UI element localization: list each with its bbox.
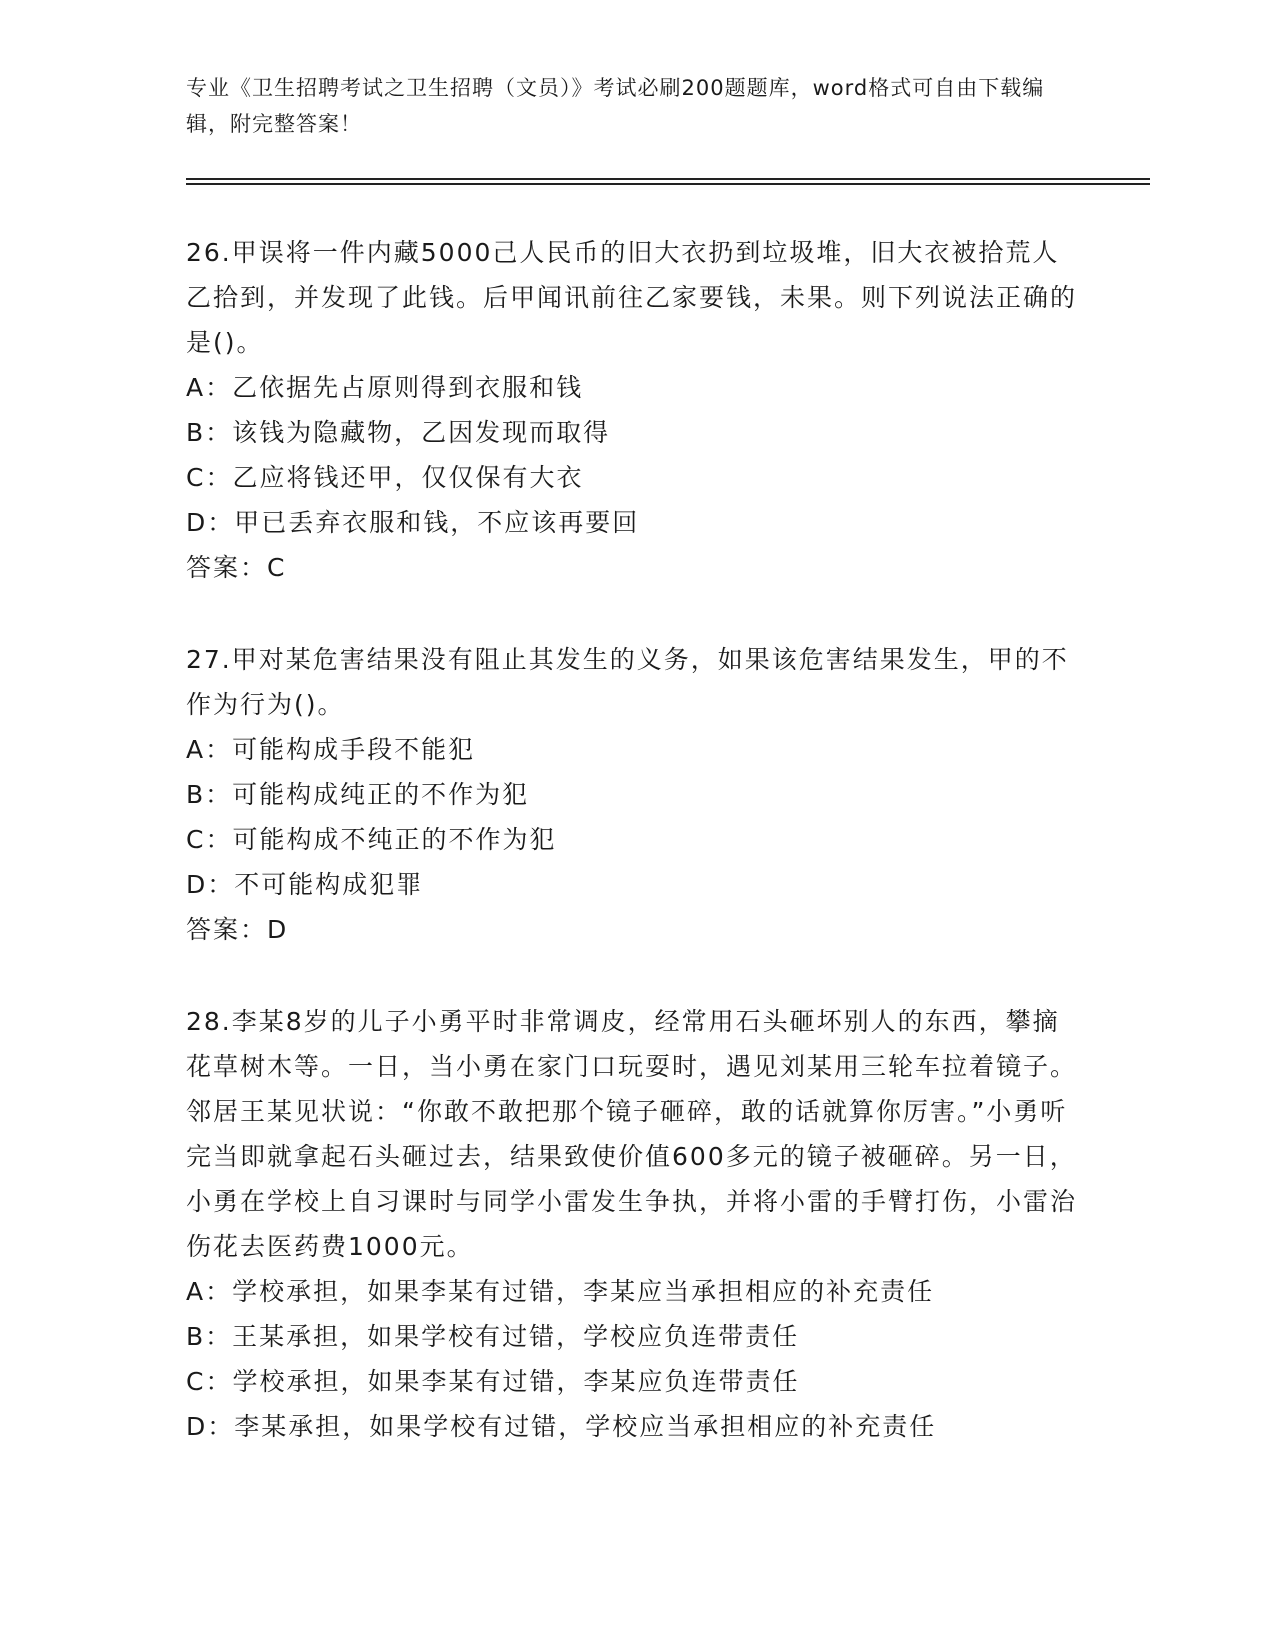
answer: 答案：C xyxy=(186,553,287,582)
option-list xyxy=(186,365,1086,545)
option-d: D：李某承担，如果学校有过错，学校应当承担相应的补充责任 xyxy=(186,1404,1086,1449)
question-stem: 26.甲误将一件内藏5000己人民币的旧大衣扔到垃圾堆，旧大衣被拾荒人乙拾到，并发现了此钱。后甲闻讯前往乙家要钱，未果。则下列说法正确的是()。 xyxy=(186,238,1078,357)
option-text: 乙应将钱还甲，仅仅保有大衣 xyxy=(232,463,584,492)
header-rule-bottom xyxy=(186,183,1150,185)
option-a: A：可能构成手段不能犯 xyxy=(186,727,1086,772)
option-c: C：学校承担，如果李某有过错，李某应负连带责任 xyxy=(186,1359,1086,1404)
header-rule-top xyxy=(186,178,1150,180)
option-letter: C xyxy=(186,825,206,854)
option-b: B：该钱为隐藏物，乙因发现而取得 xyxy=(186,410,1086,455)
option-letter: A xyxy=(186,1277,206,1306)
question-stem: 28.李某8岁的儿子小勇平时非常调皮，经常用石头砸坏别人的东西，攀摘花草树木等。一日，当小勇在家门口玩耍时，遇见刘某用三轮车拉着镜子。邻居王某见状说：“你敢不敢把那个镜子砸碎，敢的话就算你厉害。”小勇听完当即就拿起石头砸过去，结果致使价值600多元的镜子被砸碎。另一日，小勇在学校上自习课时与同学小雷发生争执，并将小雷的手臂打伤，小雷治伤花去医药费1000元。 xyxy=(186,1007,1078,1261)
option-letter: D xyxy=(186,1412,208,1441)
question-28 xyxy=(186,999,1086,1449)
option-letter: B xyxy=(186,1322,206,1351)
question-27 xyxy=(186,637,1086,953)
option-letter: A xyxy=(186,373,206,402)
question-26 xyxy=(186,230,1086,591)
option-text: 该钱为隐藏物，乙因发现而取得 xyxy=(232,418,611,447)
option-text: 不可能构成犯罪 xyxy=(234,870,424,899)
option-text: 李某承担，如果学校有过错，学校应当承担相应的补充责任 xyxy=(234,1412,937,1441)
option-b: B：王某承担，如果学校有过错，学校应负连带责任 xyxy=(186,1314,1086,1359)
option-text: 乙依据先占原则得到衣服和钱 xyxy=(232,373,584,402)
option-text: 王某承担，如果学校有过错，学校应负连带责任 xyxy=(232,1322,800,1351)
option-text: 甲已丢弃衣服和钱，不应该再要回 xyxy=(234,508,640,537)
option-letter: B xyxy=(186,780,206,809)
option-c: C：乙应将钱还甲，仅仅保有大衣 xyxy=(186,455,1086,500)
option-letter: B xyxy=(186,418,206,447)
option-a: A：学校承担，如果李某有过错，李某应当承担相应的补充责任 xyxy=(186,1269,1086,1314)
option-c: C：可能构成不纯正的不作为犯 xyxy=(186,817,1086,862)
document-header: 专业《卫生招聘考试之卫生招聘（文员）》考试必刷200题题库，word格式可自由下载编辑，附完整答案！ xyxy=(186,76,1045,136)
option-letter: D xyxy=(186,870,208,899)
question-stem: 27.甲对某危害结果没有阻止其发生的义务，如果该危害结果发生，甲的不作为行为()。 xyxy=(186,645,1069,719)
option-text: 学校承担，如果李某有过错，李某应负连带责任 xyxy=(232,1367,800,1396)
option-letter: C xyxy=(186,1367,206,1396)
option-d: D：不可能构成犯罪 xyxy=(186,862,1086,907)
option-b: B：可能构成纯正的不作为犯 xyxy=(186,772,1086,817)
option-d: D：甲已丢弃衣服和钱，不应该再要回 xyxy=(186,500,1086,545)
option-a: A：乙依据先占原则得到衣服和钱 xyxy=(186,365,1086,410)
option-list xyxy=(186,727,1086,907)
option-letter: C xyxy=(186,463,206,492)
question-list xyxy=(186,230,1086,1495)
option-text: 可能构成不纯正的不作为犯 xyxy=(232,825,557,854)
option-text: 可能构成手段不能犯 xyxy=(232,735,476,764)
option-text: 可能构成纯正的不作为犯 xyxy=(232,780,530,809)
option-text: 学校承担，如果李某有过错，李某应当承担相应的补充责任 xyxy=(232,1277,935,1306)
answer: 答案：D xyxy=(186,915,289,944)
option-list xyxy=(186,1269,1086,1449)
option-letter: A xyxy=(186,735,206,764)
option-letter: D xyxy=(186,508,208,537)
